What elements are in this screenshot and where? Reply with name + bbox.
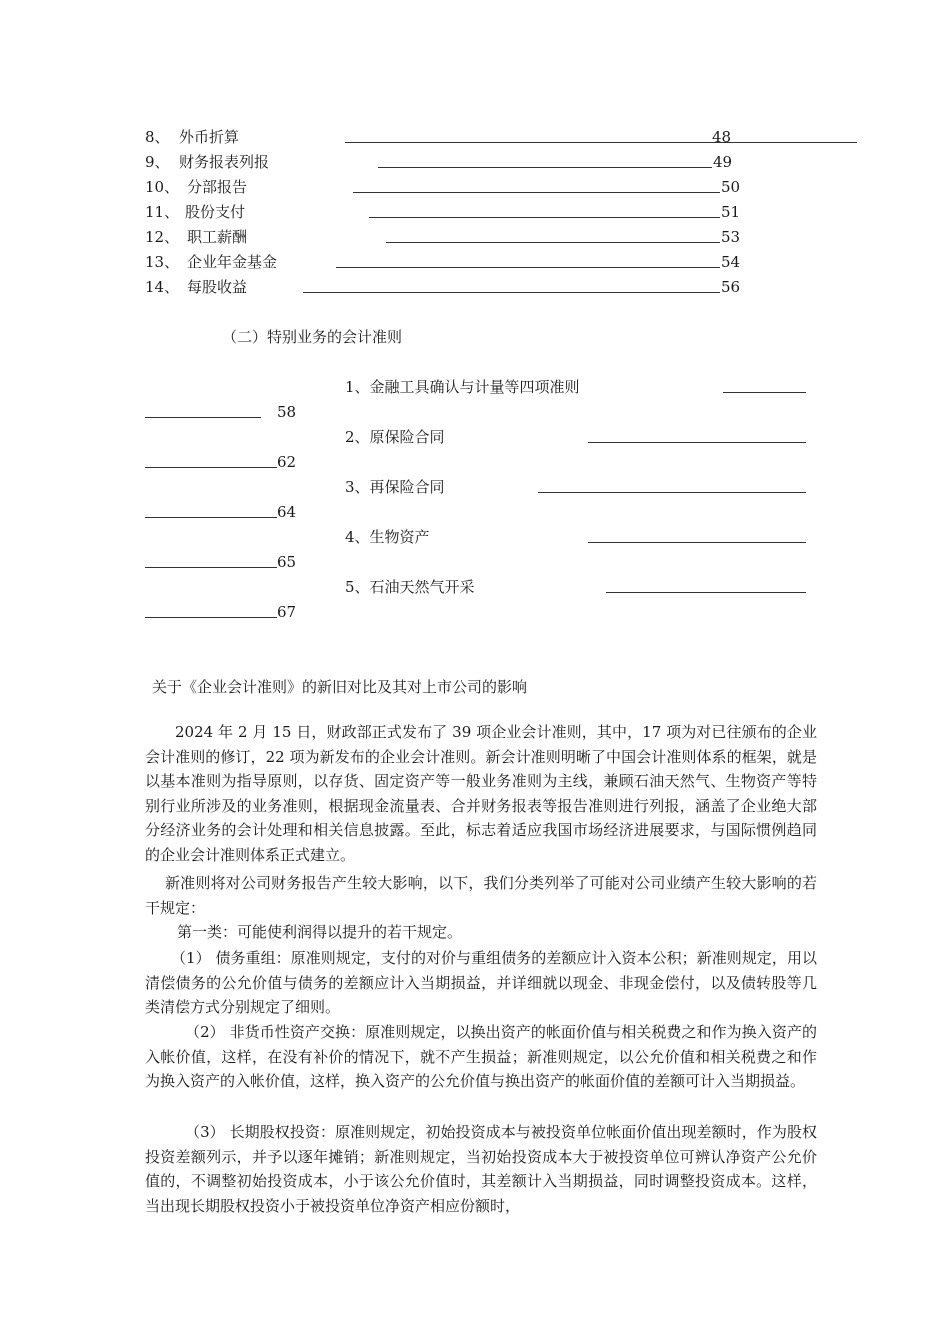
toc-entry-title: 财务报表列报: [179, 153, 270, 171]
toc-entry-number: 14、: [145, 278, 180, 296]
toc-leader-line: [345, 142, 857, 143]
toc-leader-line: [378, 167, 712, 168]
toc-entry-title: 企业年金基金: [187, 253, 278, 271]
toc-entry[interactable]: [145, 125, 745, 149]
article-title: 关于《企业会计准则》的新旧对比及其对上市公司的影响: [152, 678, 528, 696]
toc-entry-page: 50: [721, 178, 741, 196]
toc-entry[interactable]: [145, 275, 755, 299]
toc-entry-title: 3、再保险合同: [345, 478, 445, 496]
toc-entry-page: 48: [712, 128, 732, 146]
toc-entry-title: 1、金融工具确认与计量等四项准则: [345, 378, 580, 396]
toc-leader-line: [145, 517, 277, 518]
article-paragraph: 新准则将对公司财务报告产生较大影响，以下，我们分类列举了可能对公司业绩产生较大影响的若干规定：: [145, 874, 817, 917]
toc-leader-line: [369, 217, 720, 218]
toc-leader-line: [588, 542, 806, 543]
toc-entry-title: 职工薪酬: [187, 228, 248, 246]
toc-entry[interactable]: [145, 200, 755, 224]
toc-entry-number: 12、: [145, 228, 180, 246]
toc-entry-title: 股份支付: [185, 203, 246, 221]
toc-entry-page: 49: [713, 153, 733, 171]
toc-leader-line: [588, 442, 806, 443]
article-paragraph: （3） 长期股权投资：原准则规定，初始投资成本与被投资单位帐面价值出现差额时，作为股权投资差额列示，并予以逐年摊销；新准则规定，当初始投资成本大于被投资单位可辨认净资产公允价值的，不调整初始投资成本，小于该公允价值时，其差额计入当期损益，同时调整投资成本。这样，当出现长期股权投资小于被投资单位净资产相应份额时，: [145, 1123, 817, 1215]
toc-leader-line: [336, 267, 720, 268]
toc-entry-page: 51: [721, 203, 741, 221]
toc-leader-line: [303, 292, 720, 293]
toc-entry-title: 分部报告: [187, 178, 248, 196]
toc-leader-line: [353, 192, 720, 193]
toc-leader-line: [538, 492, 806, 493]
toc-entry-page: 58: [277, 403, 297, 421]
toc-entry-page: 64: [277, 503, 297, 521]
toc-entry-page: 67: [277, 603, 297, 621]
toc-entry[interactable]: [145, 250, 755, 274]
toc-entry-number: 11、: [145, 203, 180, 221]
toc-entry-page: 65: [277, 553, 297, 571]
toc-leader-line: [145, 417, 261, 418]
toc-leader-line: [145, 567, 277, 568]
toc-entry[interactable]: [145, 150, 745, 174]
toc-entry-title: 2、原保险合同: [345, 428, 445, 446]
toc-leader-line: [145, 467, 277, 468]
section-heading: （二）特别业务的会计准则: [222, 328, 403, 346]
toc-entry[interactable]: [145, 225, 755, 249]
toc-entry-title: 每股收益: [187, 278, 248, 296]
toc-entry-page: 54: [721, 253, 741, 271]
article-paragraph: （2） 非货币性资产交换：原准则规定，以换出资产的帐面价值与相关税费之和作为换入资产的入帐价值，这样，在没有补价的情况下，就不产生损益；新准则规定，以公允价值和相关税费之和作为换入资产的入帐价值，这样，换入资产的公允价值与换出资产的帐面价值的差额可计入当期损益。: [145, 1023, 817, 1091]
article-paragraph: 2024 年 2 月 15 日，财政部正式发布了 39 项企业会计准则，其中，17 项为对已往颁布的企业会计准则的修订，22 项为新发布的企业会计准则。新会计准则明晰了中国会计准则体系的框架，就是以基本准则为指导原则，以存货、固定资产等一般业务准则为主线，兼顾石油天然气、生物资产等特别行业所涉及的业务准则，根据现金流量表、合并财务报表等报告准则进行列报，涵盖了企业绝大部分经济业务的会计处理和相关信息披露。至此，标志着适应我国市场经济进展要求，与国际惯例趋同的企业会计准则体系正式建立。: [145, 723, 817, 864]
toc-entry-number: 10、: [145, 178, 180, 196]
toc-entry-title: 4、生物资产: [345, 528, 430, 546]
toc-entry-page: 62: [277, 453, 297, 471]
toc-leader-line: [386, 242, 720, 243]
toc-entry[interactable]: [145, 175, 755, 199]
toc-entry-number: 8、: [145, 128, 170, 146]
toc-entry-number: 9、: [145, 153, 170, 171]
toc-leader-line: [723, 392, 806, 393]
article-paragraph: （1） 债务重组：原准则规定，支付的对价与重组债务的差额应计入资本公积；新准则规定，用以清偿债务的公允价值与债务的差额应计入当期损益，并详细就以现金、非现金偿付，以及债转股等几类清偿方式分别规定了细则。: [145, 949, 817, 1017]
toc-entry-page: 53: [721, 228, 741, 246]
toc-entry-title: 5、石油天然气开采: [345, 578, 475, 596]
toc-entry-title: 外币折算: [179, 128, 240, 146]
toc-leader-line: [606, 592, 806, 593]
toc-leader-line: [145, 617, 277, 618]
toc-entry-number: 13、: [145, 253, 180, 271]
article-paragraph: 第一类：可能使利润得以提升的若干规定。: [177, 923, 463, 941]
toc-entry-page: 56: [721, 278, 741, 296]
